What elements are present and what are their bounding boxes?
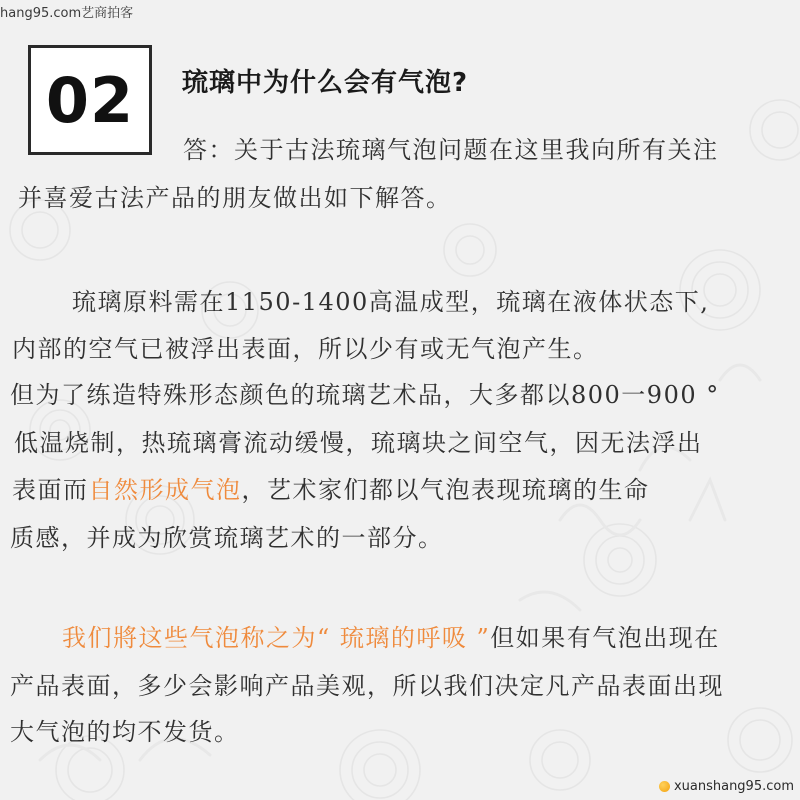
answer-intro-line-1: 答：关于古法琉璃气泡问题在这里我向所有关注 <box>183 136 719 164</box>
paragraph1-line-6: 质感，并成为欣赏琉璃艺术的一部分。 <box>10 524 444 552</box>
paragraph1-line-1: 琉璃原料需在1150-1400高温成型，琉璃在液体状态下, <box>72 288 710 316</box>
paragraph1-line-3: 但为了练造特殊形态颜色的琉璃艺术品，大多都以800一900 ° <box>10 381 720 409</box>
paragraph2-line-3: 大气泡的均不发货。 <box>10 718 240 746</box>
paragraph1-line-5 <box>12 470 650 505</box>
site-watermark-bottom-text: xuanshang95.com <box>673 779 794 794</box>
paragraph2-line-2: 产品表面，多少会影响产品美观，所以我们决定凡产品表面出现 <box>10 672 724 700</box>
question-heading: 琉璃中为什么会有气泡? <box>182 68 469 98</box>
paragraph2-line-1-post: 但如果有气泡出现在 <box>490 624 720 652</box>
answer-intro-line-2: 并喜爱古法产品的朋友做出如下解答。 <box>18 184 452 212</box>
site-watermark-bottom <box>659 779 794 794</box>
paragraph2-line-1 <box>62 618 720 653</box>
paragraph1-line-5-post: ，艺术家们都以气泡表现琉璃的生命 <box>241 476 650 504</box>
section-number: 02 <box>45 63 135 137</box>
highlight-glass-breathing: 我们將这些气泡称之为“ 琉璃的呼吸 ” <box>62 624 491 652</box>
paragraph1-line-5-pre: 表面而 <box>12 476 89 504</box>
site-logo-icon <box>659 781 670 792</box>
paragraph1-line-4: 低温烧制，热琉璃膏流动缓慢，琉璃块之间空气，因无法浮出 <box>14 429 703 457</box>
site-watermark-top: hang95.com艺商拍客 <box>0 6 134 21</box>
paragraph1-line-2: 内部的空气已被浮出表面，所以少有或无气泡产生。 <box>12 335 599 363</box>
section-number-box <box>28 45 152 155</box>
highlight-natural-bubbles: 自然形成气泡 <box>88 476 242 504</box>
